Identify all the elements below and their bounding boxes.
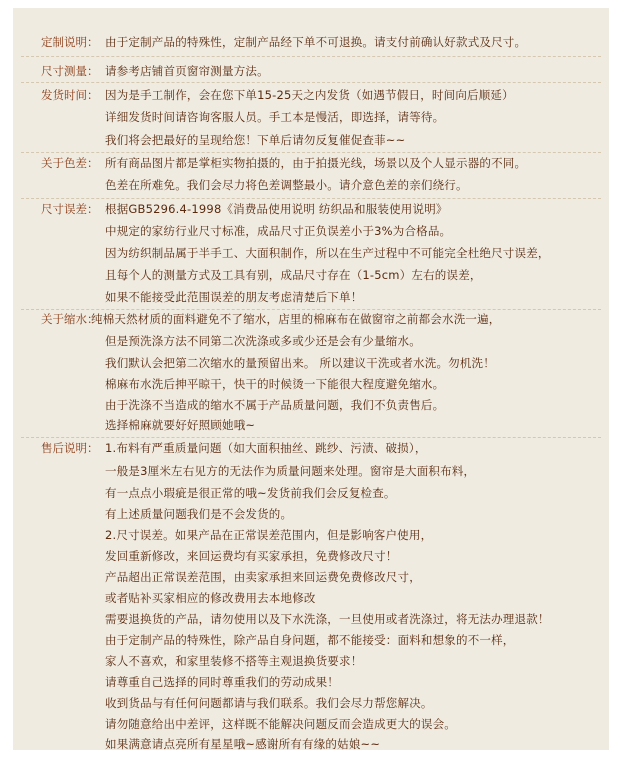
section-line: 一般是3厘米左右见方的无法作为质量问题来处理。窗帘是大面积布料， — [105, 464, 476, 478]
divider — [21, 198, 601, 199]
section-line: 发回重新修改，来回运费均有买家承担，免费修改尺寸！ — [105, 549, 398, 563]
section-line: 因为是手工制作，会在您下单15-25天之内发货（如遇节假日，时间向后顺延） — [105, 88, 514, 102]
section-line: 所有商品图片都是掌柜实物拍摄的，由于拍摄光线，场景以及个人显示器的不同。 — [105, 156, 527, 170]
policy-panel — [13, 8, 609, 750]
section-line: 且每个人的测量方式及工具有别，成品尺寸存在（1-5cm）左右的误差， — [105, 268, 482, 282]
section-line: 我们默认会把第二次缩水的量预留出来。 所以建议干洗或者水洗。勿机洗！ — [105, 356, 495, 370]
section-label: 关于色差： — [41, 156, 99, 170]
section-line: 如果不能接受此范围误差的朋友考虑清楚后下单！ — [105, 290, 363, 304]
section-line: 中规定的家纺行业尺寸标准，成品尺寸正负误差小于3%为合格品。 — [105, 224, 452, 238]
section-label: 发货时间： — [41, 88, 99, 102]
section-line: 请参考店铺首页窗帘测量方法。 — [105, 64, 269, 78]
section-line: 有上述质量问题我们是不会发货的。 — [105, 507, 293, 521]
section-line: 但是预洗涤方法不同第二次洗涤或多或少还是会有少量缩水。 — [105, 334, 421, 348]
section-line: 收到货品与有任何问题都请与我们联系。我们会尽力帮您解决。 — [105, 696, 433, 710]
section-line: 家人不喜欢，和家里装修不搭等主观退换货要求！ — [105, 654, 363, 668]
divider — [21, 56, 601, 57]
section-label: 售后说明： — [41, 441, 99, 455]
divider — [21, 152, 601, 153]
section-line: 或者贴补买家相应的修改费用去本地修改 — [105, 591, 316, 605]
section-line: 1.布料有严重质量问题（如大面积抽丝、跳纱、污渍、破损）， — [105, 441, 427, 455]
section-line: 如果满意请点亮所有星星哦~感谢所有有缘的姑娘~~ — [105, 737, 381, 751]
section-line: 请尊重自己选择的同时尊重我们的劳动成果！ — [105, 675, 339, 689]
section-line: 纯棉天然材质的面料避免不了缩水，店里的棉麻布在做窗帘之前都会水洗一遍， — [91, 312, 501, 326]
section-line: 选择棉麻就要好好照顾她哦~ — [105, 418, 256, 432]
divider — [21, 437, 601, 438]
section-line: 由于洗涤不当造成的缩水不属于产品质量问题，我们不负责售后。 — [105, 398, 445, 412]
section-line: 因为纺织制品属于半手工、大面积制作，所以在生产过程中不可能完全杜绝尺寸误差， — [105, 246, 550, 260]
section-label: 尺寸测量： — [41, 64, 99, 78]
section-line: 详细发货时间请咨询客服人员。手工本是慢活，即选择，请等待。 — [105, 110, 445, 124]
section-line: 产品超出正常误差范围，由卖家承担来回运费免费修改尺寸， — [105, 570, 421, 584]
section-line: 2.尺寸误差。如果产品在正常误差范围内，但是影响客户使用， — [105, 528, 433, 542]
section-line: 我们将会把最好的呈现给您！下单后请勿反复催促查菲~~ — [105, 133, 406, 147]
section-label: 定制说明： — [41, 35, 99, 49]
divider — [21, 82, 601, 83]
section-label: 尺寸误差： — [41, 202, 99, 216]
section-label: 关于缩水： — [41, 312, 99, 326]
section-line: 由于定制产品的特殊性，定制产品经下单不可退换。请支付前确认好款式及尺寸。 — [105, 35, 527, 49]
section-line: 根据GB5296.4-1998《消费品使用说明 纺织品和服装使用说明》 — [105, 202, 448, 216]
section-line: 有一点点小瑕疵是很正常的哦~发货前我们会反复检查。 — [105, 486, 396, 500]
section-line: 由于定制产品的特殊性，除产品自身问题，都不能接受：面料和想象的不一样， — [105, 633, 515, 647]
section-line: 请勿随意给出中差评，这样既不能解决问题反而会造成更大的误会。 — [105, 717, 456, 731]
section-line: 色差在所难免。我们会尽力将色差调整最小。请介意色差的亲们绕行。 — [105, 178, 468, 192]
section-line: 需要退换货的产品，请勿使用以及下水洗涤，一旦使用或者洗涤过，将无法办理退款！ — [105, 612, 550, 626]
divider — [21, 309, 601, 310]
section-line: 棉麻布水洗后抻平晾干，快干的时候烫一下能很大程度避免缩水。 — [105, 377, 445, 391]
